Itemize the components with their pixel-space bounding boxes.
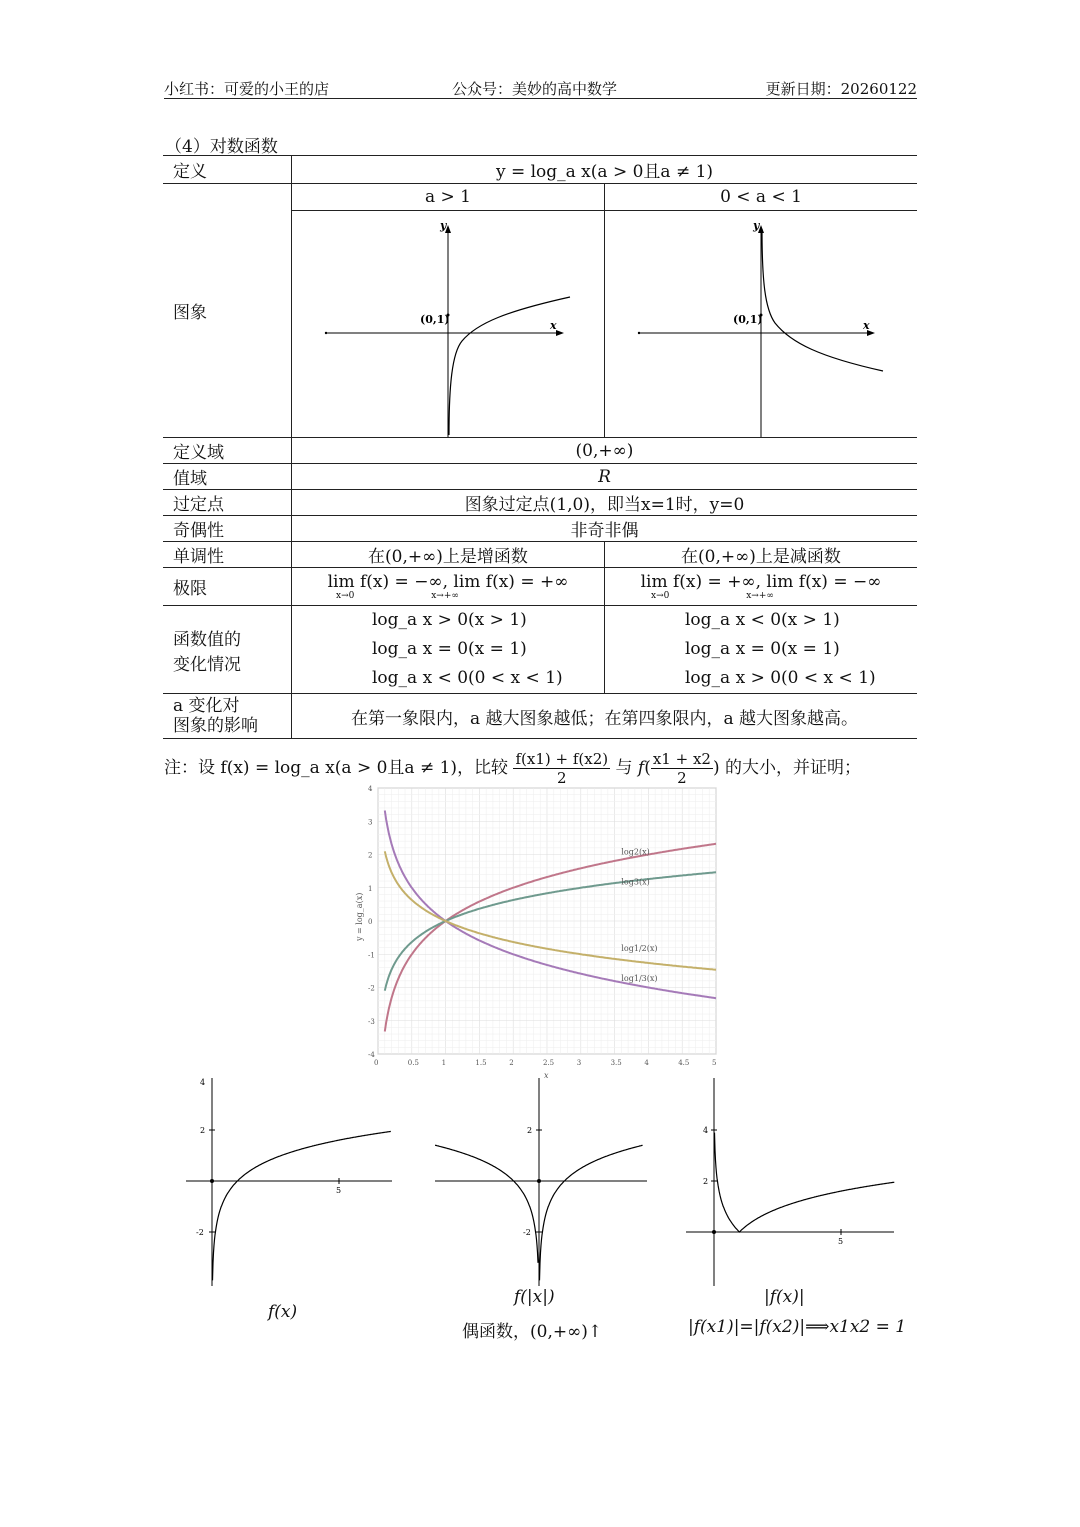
curve-abs-fx — [715, 1133, 895, 1232]
y-tick-label: 1 — [368, 884, 373, 893]
tick-y2: 2 — [703, 1177, 709, 1186]
limit-decreasing: lim f(x) = +∞, lim f(x) = −∞ — [640, 571, 882, 592]
graph-f-abs-x — [435, 1078, 650, 1286]
graph-abs-fx — [686, 1078, 896, 1286]
graph-label: 图象 — [163, 184, 292, 438]
values-increasing — [292, 606, 605, 694]
limit-label: 极限 — [163, 568, 292, 606]
x-tick-label: 1.5 — [475, 1059, 487, 1067]
x-tick-label: 0.5 — [407, 1059, 419, 1067]
effect-value: 在第一象限内，a 越大图象越低；在第四象限内，a 越大图象越高。 — [292, 694, 918, 739]
x-tick-label: 1 — [441, 1059, 447, 1067]
range-label: 值域 — [163, 464, 292, 490]
values-dec-2: log_a x > 0(0 < x < 1) — [685, 668, 876, 688]
graph-fx — [180, 1078, 395, 1286]
x-tick-label: 0 — [374, 1059, 379, 1067]
limit-decreasing-cell — [605, 568, 918, 606]
caption-abs-fx-sub: |f(x1)|=|f(x2)|⟹x1x2 = 1 — [688, 1317, 907, 1337]
fraction-1-den: 2 — [557, 769, 567, 787]
x-arrow-icon — [556, 330, 564, 336]
graph-decreasing-cell — [605, 211, 918, 438]
graph-decreasing — [605, 211, 917, 437]
limit-dec-sub-1: x→+∞ — [746, 590, 774, 601]
tick-y2: 2 — [200, 1126, 206, 1135]
point-label: (0,1) — [420, 313, 450, 326]
section-title: （4）对数函数 — [165, 137, 278, 157]
parity-label: 奇偶性 — [163, 516, 292, 542]
parity-value: 非奇非偶 — [292, 516, 918, 542]
header-center: 公众号：美妙的高中数学 — [452, 80, 618, 98]
y-tick-label: -4 — [368, 1051, 375, 1059]
values-inc-1: log_a x = 0(x = 1) — [372, 639, 527, 659]
header-right: 更新日期：20260122 — [765, 80, 917, 98]
effect-label-1: a 变化对 — [173, 696, 240, 716]
graph-increasing — [292, 211, 604, 437]
case-a-gt-1: a > 1 — [292, 184, 605, 211]
dot-mark — [325, 332, 327, 334]
curve-fx — [213, 1131, 391, 1280]
definition-label: 定义 — [163, 156, 292, 184]
x-tick-label: 3 — [576, 1059, 582, 1067]
y-tick-label: 2 — [368, 851, 373, 860]
chart-xlabel: x — [544, 1071, 549, 1080]
case-a-lt-1: 0 < a < 1 — [605, 184, 918, 211]
values-inc-2: log_a x < 0(0 < x < 1) — [372, 668, 563, 688]
domain-label: 定义域 — [163, 438, 292, 464]
point-label: (0,1) — [733, 313, 763, 326]
graph-increasing-cell — [292, 211, 605, 438]
limit-inc-sub-1: x→+∞ — [431, 590, 459, 601]
tick-yn2: -2 — [196, 1228, 204, 1237]
note-suffix: 的大小，并证明； — [725, 758, 862, 778]
series-label-log1-2: log1/2(x) — [621, 943, 658, 953]
y-tick-label: 3 — [368, 818, 373, 827]
note-prefix: 注：设 — [164, 758, 215, 778]
tick-y4: 4 — [200, 1078, 206, 1087]
monotonic-label: 单调性 — [163, 542, 292, 568]
limit-inc-sub-0: x→0 — [336, 590, 355, 601]
tick-yn2: -2 — [523, 1228, 531, 1237]
x-tick-label: 5 — [712, 1059, 717, 1067]
effect-label-2: 图象的影响 — [173, 716, 258, 736]
y-label: y — [753, 219, 760, 232]
caption-abs-fx: |f(x)| — [764, 1287, 805, 1307]
x-tick-label: 2.5 — [543, 1059, 555, 1067]
tick-y4: 4 — [703, 1126, 709, 1135]
y-tick-label: 0 — [368, 918, 373, 926]
fraction-2-num: x1 + x2 — [652, 750, 711, 768]
y-tick-label: -3 — [368, 1017, 375, 1026]
dot-mark — [638, 332, 640, 334]
limit-dec-sub-0: x→0 — [651, 590, 670, 601]
note-compare: ，比较 — [457, 758, 509, 778]
series-label-log1-3: log1/3(x) — [621, 973, 658, 983]
limit-increasing-cell — [292, 568, 605, 606]
log-function-table — [163, 155, 917, 739]
x-tick-label: 3.5 — [610, 1059, 622, 1067]
definition-value: y = log_a x(a > 0且a ≠ 1) — [292, 156, 918, 184]
log-chart — [350, 782, 730, 1082]
y-tick-label: -2 — [368, 984, 375, 993]
note-with: 与 — [615, 758, 633, 778]
tick-y2: 2 — [527, 1126, 533, 1135]
domain-value: (0,+∞) — [292, 438, 918, 464]
y-tick-label: -1 — [368, 951, 375, 960]
x-tick-label: 4 — [644, 1059, 649, 1067]
tick-x5: 5 — [838, 1237, 844, 1246]
series-label-log2: log2(x) — [621, 847, 650, 857]
caption-fx: f(x) — [268, 1302, 298, 1322]
values-label-cell — [163, 606, 292, 694]
chart-grid — [378, 788, 716, 1054]
log-curve-increasing — [449, 297, 570, 435]
limit-increasing: lim f(x) = −∞, lim f(x) = +∞ — [327, 571, 569, 592]
tick-x5: 5 — [336, 1186, 342, 1195]
page-header — [164, 78, 917, 99]
header-left: 小红书：可爱的小王的店 — [164, 80, 330, 98]
fixed-point-value: 图象过定点(1,0)，即当x=1时，y=0 — [292, 490, 918, 516]
monotonic-decreasing: 在(0,+∞)上是减函数 — [605, 542, 918, 568]
y-tick-label: 4 — [368, 785, 373, 793]
y-label: y — [440, 219, 447, 232]
fraction-2-den: 2 — [677, 769, 687, 787]
log-curve-decreasing — [762, 229, 883, 371]
caption-f-abs-x: f(|x|) — [514, 1287, 555, 1307]
values-label-1: 函数值的 — [173, 629, 241, 650]
x-tick-label: 4.5 — [678, 1059, 690, 1067]
x-label: x — [550, 319, 557, 332]
fraction-1-num: f(x1) + f(x2) — [515, 750, 609, 768]
values-dec-0: log_a x < 0(x > 1) — [685, 610, 840, 630]
x-label: x — [863, 319, 870, 332]
note: 注：设 f(x) = log_a x(a > 0且a ≠ 1)，比较 $\frac{f(x1) + f(x2)}{2}$ 与 f( $\frac{x1 + x2}{2}$ ) 的大小，并证明； — [164, 750, 862, 787]
chart-ylabel: y = log_a(x) — [355, 892, 364, 941]
caption-f-abs-x-sub: 偶函数，(0,+∞)↑ — [462, 1322, 603, 1342]
values-inc-0: log_a x > 0(x > 1) — [372, 610, 527, 630]
values-decreasing — [605, 606, 918, 694]
fixed-point-label: 过定点 — [163, 490, 292, 516]
effect-label-cell — [163, 694, 292, 739]
range-value: R — [292, 464, 918, 490]
monotonic-increasing: 在(0,+∞)上是增函数 — [292, 542, 605, 568]
values-label-2: 变化情况 — [173, 654, 241, 675]
note-fx: f(x) = log_a x(a > 0且a ≠ 1) — [220, 758, 458, 778]
x-tick-label: 2 — [509, 1059, 514, 1067]
values-dec-1: log_a x = 0(x = 1) — [685, 639, 840, 659]
series-label-log3: log3(x) — [621, 877, 650, 887]
